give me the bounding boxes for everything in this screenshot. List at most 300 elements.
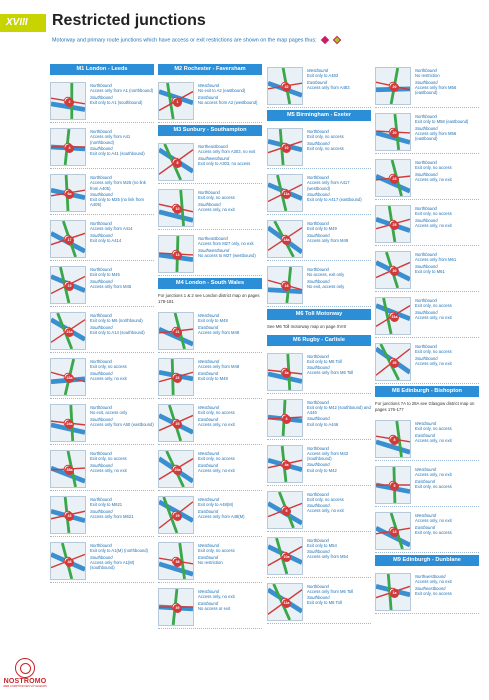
junction-map-thumbnail [50,220,86,258]
direction-label: Southbound [90,370,113,376]
junction-number-badge: 19 [65,282,74,291]
restriction-text: Exit only to A14 (southbound) [90,329,145,335]
restriction-text: Access only from A414 [90,226,133,232]
restriction-text: Exit only to A1(M) (northbound) [90,548,148,554]
restriction-text: Exit only, no access [90,456,127,462]
junction-map-thumbnail [267,174,303,212]
direction-label: Northbound [90,221,112,226]
junction-map-thumbnail [375,251,411,289]
junction-restrictions [307,445,371,485]
direction-label: Northbound [415,344,437,349]
direction-label: Eastbound [198,508,219,514]
junction-map-thumbnail [267,353,303,391]
junction-restrictions [307,128,371,168]
junction-entry [375,509,479,553]
column-3 [267,64,371,626]
direction-label: Westbound [415,467,437,473]
restriction-text: Access only from A48(M) [198,513,245,519]
restriction-text: Access only, no exit [415,222,452,228]
direction-label: Northbound [90,405,112,410]
direction-label: Northbound [307,491,329,497]
junction-entry [158,401,262,445]
restriction-text: Access only, no exit [90,375,127,381]
junction-restrictions [198,358,262,398]
junction-map-thumbnail [50,542,86,580]
junction-entry [158,79,262,123]
junction-entry [158,140,262,184]
junction-restrictions [307,583,371,623]
restriction-text: Access only from M6 Toll [307,588,354,594]
junction-number-badge: 1 [173,98,182,107]
restriction-text: Exit only to M54 [307,542,337,548]
restriction-text: Exit only, no access [415,483,452,489]
junction-number-badge: 10 [173,205,182,214]
direction-label: Southbound [90,324,113,330]
brand-name: NOSTROMO [3,678,47,685]
direction-label: Northeastbound [198,144,228,149]
direction-label: Westbound [415,421,437,427]
junction-map-thumbnail [267,220,303,258]
restriction-text: Access only from M42 (southbound) [307,450,349,462]
restriction-text: Exit only, no access [90,364,127,370]
junction-entry [158,539,262,583]
junction-entry [50,171,154,215]
junction-map-thumbnail [158,496,194,534]
junction-number-badge: 35a [65,466,74,475]
section-title: M6 Toll Motorway [267,309,371,320]
junction-entry [375,570,479,614]
junction-number-badge: 4 [282,415,291,424]
section-title: M4 London - South Wales [158,278,262,289]
direction-label: Northbound [415,206,437,211]
restriction-text: Exit only to M61 [415,268,445,274]
restriction-text: Access only, no exit [198,594,235,600]
intro-sentence: Motorway and primary route junctions which have access or exit restrictions are shown on the map pages thus: [52,37,317,44]
direction-label: Southbound [307,365,330,371]
direction-label: Northbound [198,190,220,195]
direction-label: Northbound [90,129,112,134]
junction-map-thumbnail [267,491,303,529]
junction-entry [375,64,479,108]
direction-label: Northbound [307,129,329,134]
junction-restrictions [307,537,371,577]
direction-label: Southbound [307,462,330,468]
junction-map-thumbnail [158,189,194,227]
junction-entry [50,125,154,169]
junction-entry [375,294,479,338]
junction-restrictions [307,491,371,531]
restriction-text: Access only from A41 (northbound) [90,134,131,145]
junction-restrictions [90,128,154,168]
section-title: M9 Edinburgh - Dunblane [375,555,479,566]
direction-label: Southbound [307,416,330,422]
junction-restrictions [90,404,154,444]
direction-label: Westbound [198,497,220,503]
junction-map-thumbnail [158,143,194,181]
restriction-text: Access only, no exit [415,360,452,366]
junction-number-badge: 43 [65,512,74,521]
restriction-text: Exit only, no access [415,529,452,535]
junction-number-badge: 10 [282,144,291,153]
junction-map-thumbnail [50,82,86,120]
restriction-text: Exit only, no access [415,165,452,171]
direction-label: Northbound [90,83,112,88]
junction-number-badge: 31a [390,313,399,322]
junction-map-thumbnail [375,67,411,105]
direction-label: Eastbound [415,524,436,530]
junction-restrictions [198,312,262,352]
restriction-text: Access only from A1 (northbound) [90,88,154,94]
junction-restrictions [198,404,262,444]
direction-label: Southbound [415,263,438,269]
junction-entry [267,396,371,440]
junction-restrictions [415,251,479,291]
direction-label: Southbound [415,309,438,315]
restriction-text: Access only, no exit [415,437,452,443]
restriction-text: No access, exit only [307,272,345,278]
section-title: M3 Sunbury - Southampton [158,125,262,136]
direction-label: Northbound [307,353,329,359]
direction-label: Southbound [415,217,438,223]
junction-restrictions [90,82,154,122]
junction-number-badge: 4a [282,461,291,470]
direction-label: Northbound [90,359,112,364]
direction-label: Southbound [307,140,330,146]
restriction-text: Exit only, no access [415,426,452,432]
junction-map-thumbnail [158,82,194,120]
restriction-text: Exit only to M6 Toll [307,600,342,606]
junction-map-thumbnail [267,67,303,105]
junction-map-thumbnail [267,445,303,483]
column-1 [50,64,154,585]
restriction-text: Access only from M56 (eastbound) [415,84,457,95]
restriction-text: Exit only, no access [198,456,235,462]
restriction-text: Exit only, no access [307,496,344,502]
direction-label: Northbound [90,313,112,318]
direction-label: Southbound [90,462,113,468]
junction-restrictions [307,399,371,439]
direction-label: Southbound [307,595,330,601]
direction-label: Northbound [90,451,112,456]
restriction-text: Exit only to M6 (northbound) [90,318,143,324]
direction-label: Southbound [90,416,113,422]
restriction-text: Exit only, no access [415,211,452,217]
junction-symbol-icon [332,36,340,44]
junction-entry [267,534,371,578]
junction-entry [375,110,479,154]
publisher-logo [2,658,48,698]
section-title: M1 London - Leeds [50,64,154,75]
junction-number-badge: 42 [282,83,291,92]
junction-restrictions [90,174,154,214]
junction-entry [375,340,479,384]
restriction-text: Exit only, no access [415,590,452,596]
restriction-text: Exit only to A417 (eastbound) [307,197,362,202]
junction-number-badge: 3a [282,369,291,378]
direction-label: Northwestbound [415,574,446,580]
junction-restrictions [198,235,262,275]
direction-label: Westbound [415,513,437,519]
direction-label: Southbound [90,191,113,197]
junction-map-thumbnail [50,174,86,212]
direction-label: Northbound [307,221,329,226]
restriction-text: Access only, no exit [90,467,127,473]
direction-label: Southbound [90,278,113,284]
direction-label: Westbound [198,313,220,319]
restriction-text: Exit only, no access [198,410,235,416]
junction-entry [267,171,371,215]
page-header [0,0,489,34]
junction-map-thumbnail [50,496,86,534]
restriction-text: Access only from M48 [198,329,240,335]
junction-number-badge: 30 [390,267,399,276]
junction-number-badge: 6a [65,190,74,199]
junction-number-badge: 14 [173,251,182,260]
junction-map-thumbnail [158,450,194,488]
page-number: XVIII [0,14,46,32]
junction-restrictions [415,343,479,383]
junction-restrictions [307,174,371,214]
junction-restrictions [90,312,154,352]
direction-label: Westbound [198,359,220,365]
junction-entry [267,580,371,624]
junction-number-badge: 24 [390,175,399,184]
restriction-text: Access only from M49 [307,237,349,243]
section-note: See M6 Toll motorway map on page XVIII [267,324,346,329]
page-title: Restricted junctions [52,12,206,29]
direction-label: Northbound [415,252,437,257]
restriction-text: Access only from M6 Toll [307,370,354,376]
direction-label: Northbound [307,583,329,589]
junction-restrictions [307,266,371,306]
restriction-text: Access only from A483 [307,84,350,90]
direction-label: Eastbound [198,554,219,560]
direction-label: Southbound [90,232,113,238]
junction-number-badge: 39 [173,604,182,613]
restriction-text: Exit only to M48 [198,375,228,381]
restriction-text: Access only from M56 (eastbound) [415,130,457,141]
restriction-text: Exit only to M42 (southbound) and A446 [307,404,371,416]
restriction-text: Access only from M45 [90,283,132,289]
junction-restrictions [198,82,262,122]
junction-restrictions [307,220,371,260]
direction-label: Southbound [90,554,113,560]
junction-entry [267,263,371,307]
junction-entry [267,125,371,169]
restriction-text: Access only, no exit [198,467,235,473]
junction-entry [158,232,262,276]
junction-number-badge: 21a [65,328,74,337]
junction-number-badge: 38 [173,558,182,567]
junction-map-thumbnail [267,399,303,437]
direction-label: Eastbound [198,416,219,422]
junction-entry [375,417,479,461]
junction-entry [50,493,154,537]
section-title: M2 Rochester - Faversham [158,64,262,75]
restriction-text: No restriction [415,73,440,79]
junction-number-badge: 45 [390,359,399,368]
junction-entry [267,350,371,394]
restriction-text: Access only from M54 [307,554,349,560]
junction-restrictions [415,67,479,107]
restriction-text: Access only from M621 [90,513,134,519]
junction-map-thumbnail [50,128,86,166]
junction-map-thumbnail [375,113,411,151]
section-note: For junctions 7A to 28A see Glasgow district map on pages 176-177 [375,401,475,412]
junction-map-thumbnail [158,235,194,273]
restriction-text: Exit only, no access [307,134,344,140]
junction-map-thumbnail [50,358,86,396]
restriction-text: Access only, no exit [415,314,452,320]
junction-number-badge: 8 [390,436,399,445]
direction-label: Eastbound [307,79,328,85]
section-note: For junctions 1 & 2 see London district map on pages 178-181 [158,293,260,304]
restriction-text: Access only, no exit [198,421,235,427]
junction-number-badge: 4 [65,144,74,153]
junction-entry [50,217,154,261]
junction-restrictions [198,542,262,582]
junction-number-badge: 25a [173,466,182,475]
direction-label: Southbound [307,549,330,555]
direction-label: Southbound [90,94,113,100]
junction-restrictions [415,573,479,613]
direction-label: Southwestbound [198,155,230,161]
junction-entry [375,202,479,246]
junction-restrictions [307,353,371,393]
junction-map-thumbnail [375,159,411,197]
direction-label: Southbound [415,79,438,85]
junction-number-badge: 11a [282,190,291,199]
junction-number-badge: 11a [282,599,291,608]
direction-label: Eastbound [415,432,436,438]
column-2 [158,64,262,631]
direction-label: Northbound [307,537,329,543]
junction-restrictions [415,420,479,460]
junction-entry [50,263,154,307]
junction-number-badge: 8 [173,159,182,168]
restriction-text: Access only from A417 (westbound) [307,180,350,191]
junction-number-badge: 24a [65,420,74,429]
restriction-text: No exit, access only [90,410,128,416]
direction-label: Southwestbound [198,247,230,253]
junction-restrictions [90,220,154,260]
junction-restrictions [198,143,262,183]
junction-restrictions [198,588,262,628]
direction-label: Southbound [198,201,221,207]
restriction-text: Exit only to A48(M) [198,502,234,508]
junction-entry [50,79,154,123]
direction-label: Southbound [90,145,113,151]
junction-restrictions [90,450,154,490]
junction-number-badge: 20 [390,83,399,92]
direction-label: Northeastbound [198,236,228,241]
junction-number-badge: 5 [282,507,291,516]
junction-entry [267,217,371,261]
junction-number-badge: 25 [173,420,182,429]
direction-label: Northbound [415,68,437,73]
restriction-text: Exit only, no access [307,145,344,151]
restriction-text: No access from A2 (westbound) [198,99,258,105]
intro-text [52,37,472,43]
junction-number-badge: 9 [390,482,399,491]
direction-label: Northbound [307,445,329,451]
restriction-text: Exit only to A483 [307,73,339,79]
junction-map-thumbnail [158,358,194,396]
junction-number-badge: 13 [390,528,399,537]
direction-label: Northbound [90,267,112,272]
junction-map-thumbnail [375,466,411,504]
restriction-text: No access to M27 (westbound) [198,252,256,258]
restriction-text: Exit only to M48 [198,318,228,324]
direction-label: Eastbound [198,462,219,468]
junction-entry [158,493,262,537]
junction-entry [50,309,154,353]
direction-label: Northbound [307,399,329,405]
direction-label: Northbound [415,114,437,119]
junction-number-badge: 20 [390,129,399,138]
restriction-text: Access only, no exit [198,206,235,212]
junction-entry [158,447,262,491]
junction-restrictions [415,205,479,245]
restriction-text: Access only, no exit [415,472,452,478]
junction-map-thumbnail [50,266,86,304]
junction-map-thumbnail [50,312,86,350]
section-title: M8 Edinburgh - Bishopton [375,386,479,397]
direction-label: Southbound [307,191,330,197]
restriction-text: Exit only to M45 [90,272,120,278]
direction-label: Southbound [415,355,438,361]
direction-label: Northbound [90,497,112,502]
junction-map-thumbnail [375,573,411,611]
junction-map-thumbnail [375,512,411,550]
restriction-text: Access only, no exit [415,518,452,524]
restriction-text: Exit only to A446 [307,421,339,427]
restriction-text: Exit only, no access [415,349,452,355]
restriction-text: Exit only to M6 Toll [307,358,342,364]
junction-restrictions [90,266,154,306]
junction-restrictions [415,512,479,552]
restriction-text: Access only from M48 [198,364,240,370]
junction-map-thumbnail [375,297,411,335]
direction-label: Northbound [415,298,437,303]
restriction-text: Access only from M25 (no link from A405) [90,180,146,191]
direction-label: Southeastbound [415,585,446,591]
direction-label: Southbound [415,125,438,131]
junction-number-badge: 17 [65,236,74,245]
restriction-text: Exit only, no access [198,195,235,201]
section-title: M5 Birmingham - Exeter [267,110,371,121]
direction-label: Southbound [415,171,438,177]
direction-label: Westbound [198,451,220,457]
direction-label: Westbound [307,68,329,73]
junction-map-thumbnail [158,542,194,580]
junction-number-badge: 48 [65,558,74,567]
direction-label: Northbound [307,267,329,272]
direction-label: Eastbound [198,94,219,100]
junction-map-thumbnail [267,266,303,304]
junction-number-badge: 23a [65,374,74,383]
junction-number-badge: 1a [390,589,399,598]
junction-map-thumbnail [158,588,194,626]
junction-restrictions [415,159,479,199]
junction-entry [375,463,479,507]
junction-entry [158,309,262,353]
junction-entry [267,488,371,532]
restriction-text: Exit only to A1 (southbound) [90,99,143,105]
direction-label: Westbound [198,405,220,411]
junction-restrictions [198,496,262,536]
restriction-text: Exit only to A303, no access [198,160,251,166]
